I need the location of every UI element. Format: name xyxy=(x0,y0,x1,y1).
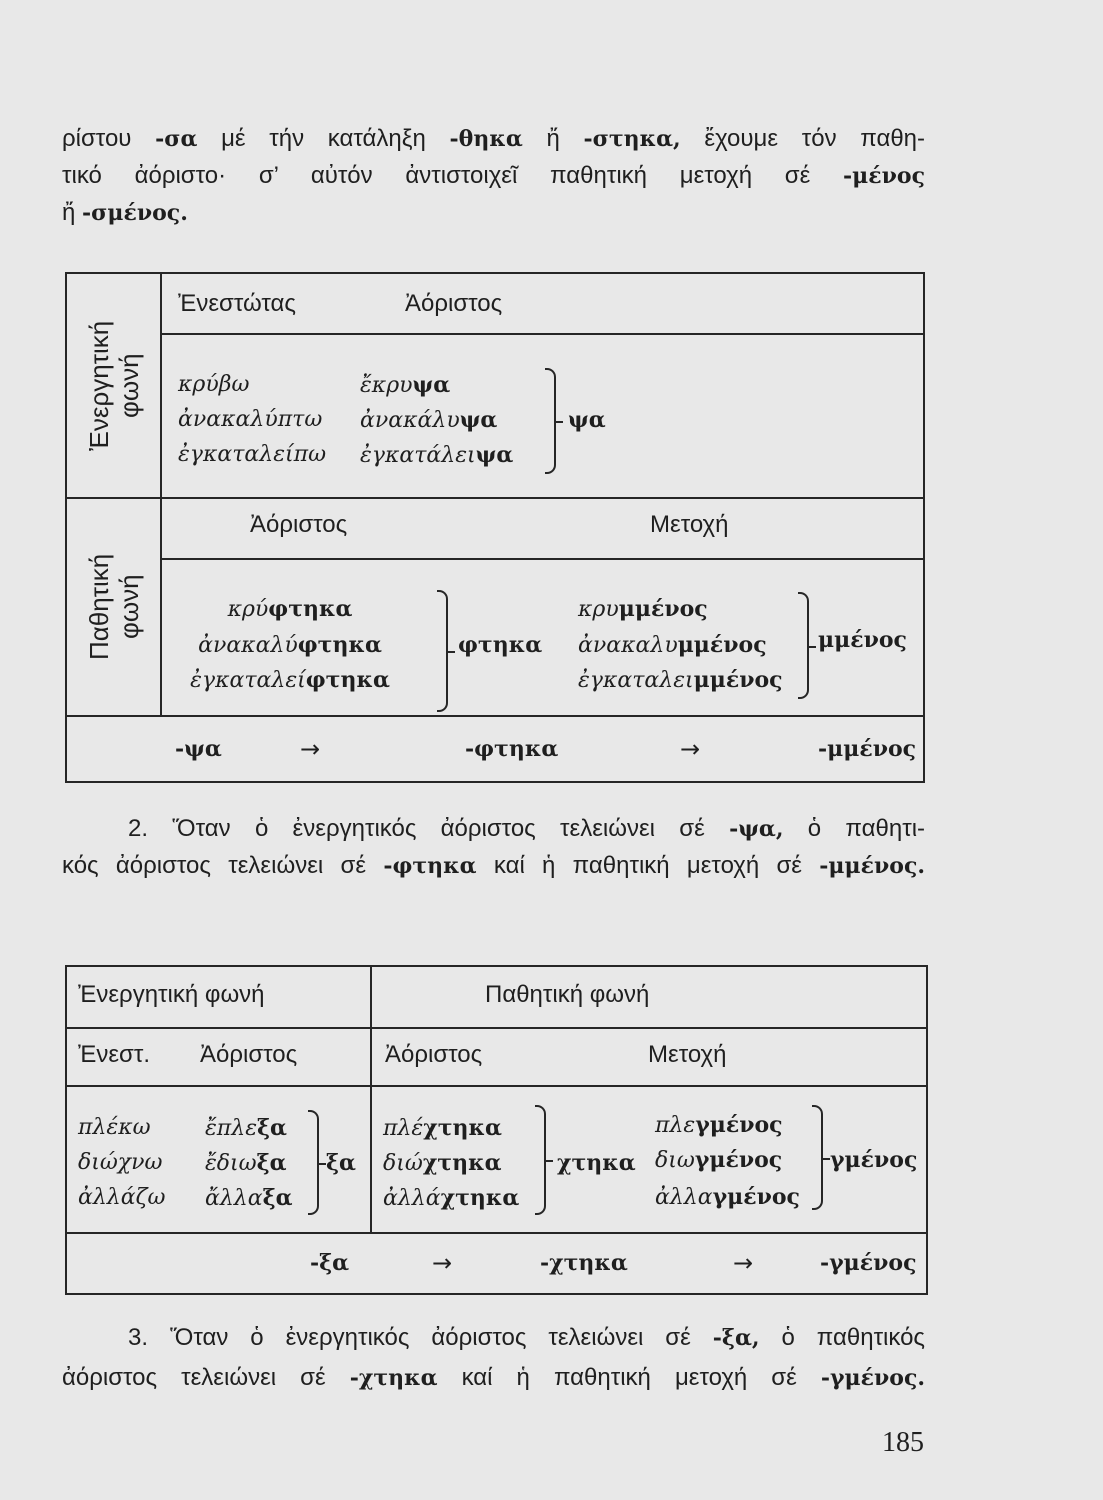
passive-aorist-word xyxy=(383,1183,519,1213)
stem: ἀνακαλυ xyxy=(578,633,678,658)
paragraph-line xyxy=(62,120,925,157)
ending: ξα xyxy=(262,1185,293,1211)
text: ἀόριστος τελειώνει σέ xyxy=(62,1364,326,1391)
divider xyxy=(67,715,923,717)
active-voice-label-cell xyxy=(67,274,160,497)
participle-word xyxy=(655,1145,782,1175)
ending: φτηκα xyxy=(268,596,353,622)
ending-bold: -σμένος. xyxy=(82,200,188,226)
brace xyxy=(437,590,448,712)
ending: ψα xyxy=(475,442,514,468)
present-word: κρύβω xyxy=(178,372,250,397)
summary-participle: -γμένος xyxy=(820,1250,917,1276)
passive-aorist-ending: χτηκα xyxy=(557,1150,636,1176)
summary-active-aorist: -ξα xyxy=(310,1250,350,1276)
text: ἤ xyxy=(546,125,560,152)
stem: κρυ xyxy=(578,597,619,622)
summary-participle: -μμένος xyxy=(818,736,917,762)
paragraph-line xyxy=(62,810,925,847)
passive-aorist-ending: φτηκα xyxy=(458,632,543,658)
divider xyxy=(67,1027,926,1029)
divider xyxy=(160,274,162,715)
brace xyxy=(535,1105,546,1215)
stem: διώ xyxy=(383,1151,423,1176)
stem: ἀλλά xyxy=(383,1186,441,1211)
participle-ending: μμένος xyxy=(818,627,907,653)
text: ἔχουμε τόν παθη- xyxy=(704,125,926,152)
divider xyxy=(370,967,372,1232)
active-aorist-ending: ξα xyxy=(326,1150,356,1176)
passive-aorist-word xyxy=(383,1148,502,1178)
ending-bold: -μένος xyxy=(843,163,925,189)
stem: ἀνακάλυ xyxy=(360,408,460,433)
paragraph-2 xyxy=(62,810,925,884)
text: καί ἡ παθητική μετοχή σέ xyxy=(461,1364,797,1391)
header-active-voice: Ἐνεργητική φωνή xyxy=(78,981,265,1008)
summary-passive-aorist: -φτηκα xyxy=(465,736,559,762)
aorist-word xyxy=(360,370,450,400)
text: μέ τήν κατάληξη xyxy=(221,125,426,152)
text: ἤ xyxy=(62,199,76,226)
participle-word xyxy=(578,594,708,624)
header-participle: Μετοχή xyxy=(650,511,729,538)
header-passive-aorist: Ἀόριστος xyxy=(385,1041,483,1068)
paragraph-3 xyxy=(62,1318,925,1398)
participle-word xyxy=(655,1182,800,1212)
paragraph-line xyxy=(62,1318,925,1358)
ending: ψα xyxy=(412,372,451,398)
divider xyxy=(67,497,923,499)
arrow-icon: → xyxy=(733,1249,754,1277)
stem: πλε xyxy=(655,1113,696,1138)
aorist-word xyxy=(205,1148,287,1178)
ending: γμένος xyxy=(712,1184,800,1210)
table-psa-endings xyxy=(65,272,925,783)
passive-voice-label: Παθητική φωνή xyxy=(83,553,144,661)
active-aorist-ending: ψα xyxy=(568,407,606,433)
ending-bold: -φτηκα xyxy=(383,853,477,879)
page-number: 185 xyxy=(882,1427,924,1458)
participle-ending: γμένος xyxy=(830,1147,918,1173)
present-word: ἀνακαλύπτω xyxy=(178,407,323,432)
ending-bold: -χτηκα xyxy=(349,1365,438,1391)
passive-aorist-word xyxy=(170,594,410,624)
header-aorist: Ἀόριστος xyxy=(405,290,503,317)
divider xyxy=(67,1232,926,1234)
summary-active-aorist: -ψα xyxy=(175,736,222,762)
ending-bold: -στηκα, xyxy=(583,126,681,152)
header-participle: Μετοχή xyxy=(648,1041,727,1068)
text: 2. Ὅταν ὁ ἐνεργητικός ἀόριστος τελειώνει σέ xyxy=(128,815,705,842)
passive-voice-label-cell xyxy=(67,499,160,715)
ending: μμένος xyxy=(618,596,708,622)
divider xyxy=(67,1085,926,1087)
brace xyxy=(545,368,556,474)
ending: γμένος xyxy=(694,1147,783,1173)
participle-word xyxy=(655,1110,783,1140)
table-xa-endings xyxy=(65,965,928,1295)
stem: ἐγκαταλει xyxy=(578,668,694,693)
ending-bold: -γμένος. xyxy=(820,1365,925,1391)
stem: ἔπλε xyxy=(205,1116,258,1141)
header-passive-aorist: Ἀόριστος xyxy=(250,511,348,538)
ending-bold: -θηκα xyxy=(449,126,523,152)
summary-passive-aorist: -χτηκα xyxy=(540,1250,628,1276)
text: ὁ παθητι- xyxy=(807,815,926,842)
ending: χτηκα xyxy=(422,1150,502,1176)
present-word: ἀλλάζω xyxy=(78,1185,166,1210)
ending: φτηκα xyxy=(297,632,382,658)
aorist-word xyxy=(360,405,497,435)
paragraph-line xyxy=(62,847,925,884)
ending: ξα xyxy=(256,1150,287,1176)
text: ὁ παθητικός xyxy=(781,1324,926,1351)
divider xyxy=(160,558,923,560)
ending: ψα xyxy=(459,407,498,433)
paragraph-line xyxy=(62,194,925,231)
stem: ἀνακαλύ xyxy=(198,633,298,658)
brace xyxy=(812,1105,823,1210)
stem: ἔκρυ xyxy=(360,373,413,398)
passive-aorist-word xyxy=(383,1113,502,1143)
text: 3. Ὅταν ὁ ἐνεργητικός ἀόριστος τελειώνει σέ xyxy=(128,1324,691,1351)
text: ρίστου xyxy=(62,125,132,152)
ending: ξα xyxy=(257,1115,287,1141)
active-voice-label: Ἐνεργητική φωνή xyxy=(83,320,144,451)
ending: χτηκα xyxy=(423,1115,502,1141)
paragraph-line xyxy=(62,157,925,194)
present-word: διώχνω xyxy=(78,1150,163,1175)
stem: κρύ xyxy=(227,597,269,622)
ending-bold: -σα xyxy=(155,126,198,152)
paragraph-1 xyxy=(62,120,925,231)
text: κός ἀόριστος τελειώνει σέ xyxy=(62,852,367,879)
aorist-word xyxy=(205,1113,287,1143)
stem: ἀλλα xyxy=(655,1185,713,1210)
stem: διω xyxy=(655,1148,695,1173)
ending-bold: -ψα, xyxy=(729,816,784,842)
arrow-icon: → xyxy=(300,735,321,763)
present-word: ἐγκαταλείπω xyxy=(178,442,327,467)
header-present: Ἐνεστώτας xyxy=(178,290,296,317)
text: τικό ἀόριστο· σ’ αὐτόν ἀντιστοιχεῖ παθητική μετοχή σέ xyxy=(62,162,811,189)
ending-bold: -ξα, xyxy=(712,1325,760,1351)
stem: ἐγκαταλεί xyxy=(190,668,306,693)
aorist-word xyxy=(360,440,513,470)
passive-aorist-word xyxy=(170,630,410,660)
ending: γμένος xyxy=(695,1112,783,1138)
arrow-icon: → xyxy=(432,1249,453,1277)
brace xyxy=(308,1110,319,1215)
paragraph-line xyxy=(62,1358,925,1398)
present-word: πλέκω xyxy=(78,1115,151,1140)
brace xyxy=(798,592,809,699)
participle-word xyxy=(578,630,767,660)
stem: ἔδιω xyxy=(205,1151,257,1176)
ending: φτηκα xyxy=(305,667,390,693)
stem: πλέ xyxy=(383,1116,424,1141)
passive-aorist-word xyxy=(170,665,410,695)
header-present: Ἐνεστ. xyxy=(78,1041,151,1068)
ending: χτηκα xyxy=(440,1185,520,1211)
aorist-word xyxy=(205,1183,293,1213)
stem: ἐγκατάλει xyxy=(360,443,476,468)
ending: μμένος xyxy=(693,667,783,693)
arrow-icon: → xyxy=(680,735,701,763)
ending: μμένος xyxy=(677,632,767,658)
participle-word xyxy=(578,665,783,695)
text: καί ἡ παθητική μετοχή σέ xyxy=(493,852,803,879)
ending-bold: -μμένος. xyxy=(819,853,925,879)
header-passive-voice: Παθητική φωνή xyxy=(485,981,650,1008)
divider xyxy=(160,333,923,335)
header-aorist: Ἀόριστος xyxy=(200,1041,298,1068)
stem: ἄλλα xyxy=(205,1186,263,1211)
